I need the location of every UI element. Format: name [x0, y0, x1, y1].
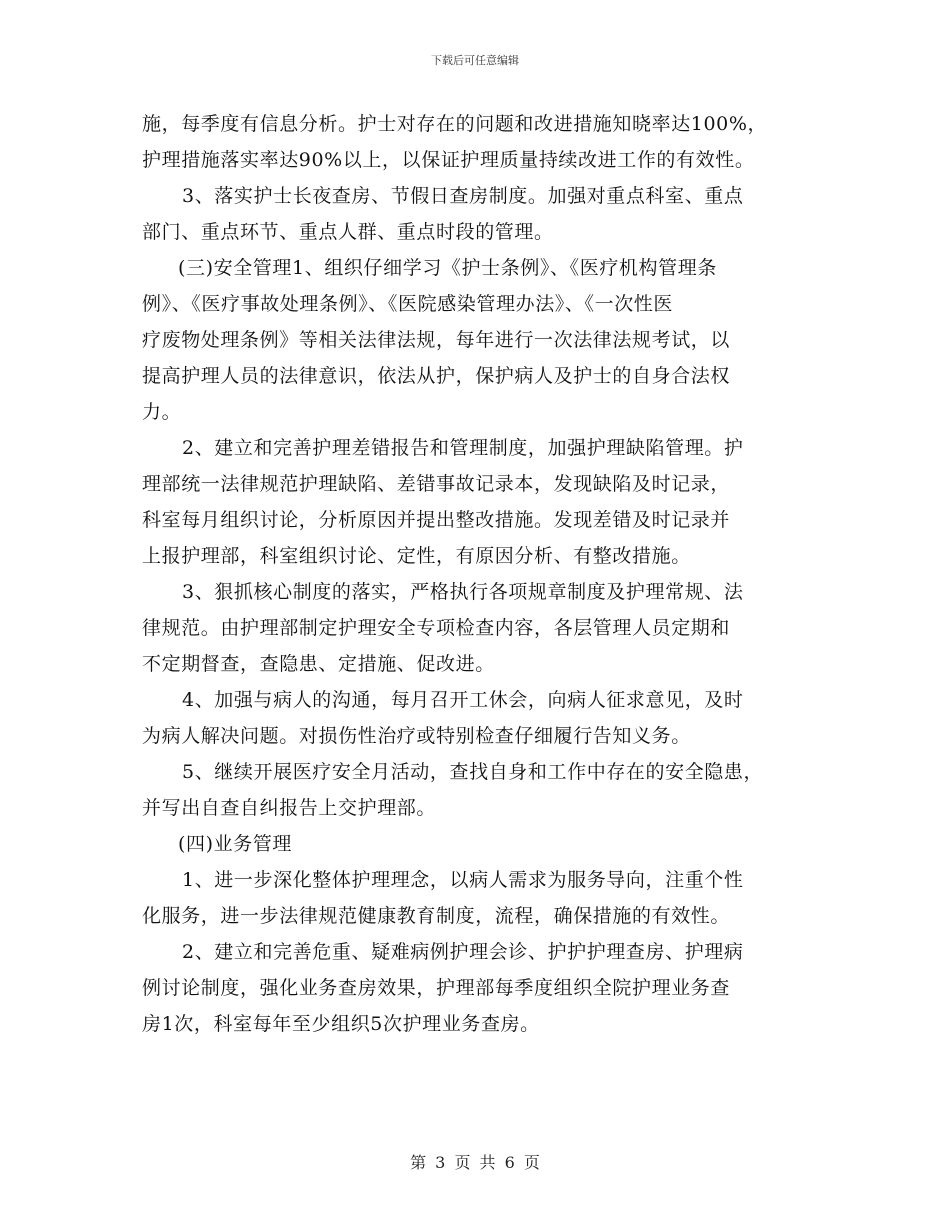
document-body	[142, 106, 810, 1042]
text-line: 例》、《医疗事故处理条例》、《医院感染管理办法》、《一次性医	[142, 293, 674, 315]
text-line: 科室每月组织讨论，分析原因并提出整改措施。发现差错及时记录并	[142, 509, 731, 531]
text-line: 护理措施落实率达90%以上，以保证护理质量持续改进工作的有效性。	[142, 149, 755, 171]
text-line: (四)业务管理	[178, 833, 293, 855]
text-line: 部门、重点环节、重点人群、重点时段的管理。	[142, 221, 554, 243]
text-line: 上报护理部，科室组织讨论、定性，有原因分析、有整改措施。	[142, 545, 691, 567]
text-line: 提高护理人员的法律意识，依法从护，保护病人及护士的自身合法权	[142, 365, 731, 387]
text-line: 为病人解决问题。对损伤性治疗或特别检查仔细履行告知义务。	[142, 725, 691, 747]
text-line: 3、落实护士长夜查房、节假日查房制度。加强对重点科室、重点	[182, 185, 744, 207]
text-line: 不定期督查，查隐患、定措施、促改进。	[142, 653, 495, 675]
text-line: 2、建立和完善危重、疑难病例护理会诊、护护护理查房、护理病	[182, 941, 744, 963]
text-line: 4、加强与病人的沟通，每月召开工休会，向病人征求意见，及时	[182, 689, 744, 711]
text-line: 力。	[142, 401, 182, 423]
text-line: 化服务，进一步法律规范健康教育制度，流程，确保措施的有效性。	[142, 905, 731, 927]
page-header-note: 下载后可任意编辑	[431, 54, 519, 67]
text-line: 5、继续开展医疗安全月活动，查找自身和工作中存在的安全隐患，	[182, 761, 764, 783]
text-line: (三)安全管理1、组织仔细学习《护士条例》、《医疗机构管理条	[178, 257, 717, 279]
text-line: 房1次，科室每年至少组织5次护理业务查房。	[142, 1013, 540, 1035]
text-line: 理部统一法律规范护理缺陷、差错事故记录本，发现缺陷及时记录，	[142, 473, 731, 495]
text-line: 1、进一步深化整体护理理念，以病人需求为服务导向，注重个性	[182, 869, 744, 891]
text-line: 施，每季度有信息分析。护士对存在的问题和改进措施知晓率达100%，	[142, 113, 768, 135]
page-number-footer: 第 3 页 共 6 页	[410, 1153, 540, 1172]
text-line: 律规范。由护理部制定护理安全专项检查内容，各层管理人员定期和	[142, 617, 731, 639]
text-line: 3、狠抓核心制度的落实，严格执行各项规章制度及护理常规、法	[182, 581, 744, 603]
text-line: 例讨论制度，强化业务查房效果，护理部每季度组织全院护理业务查	[142, 977, 731, 999]
text-line: 2、建立和完善护理差错报告和管理制度，加强护理缺陷管理。护	[182, 437, 744, 459]
text-line: 疗废物处理条例》等相关法律法规，每年进行一次法律法规考试，以	[142, 329, 731, 351]
text-line: 并写出自查自纠报告上交护理部。	[142, 797, 437, 819]
